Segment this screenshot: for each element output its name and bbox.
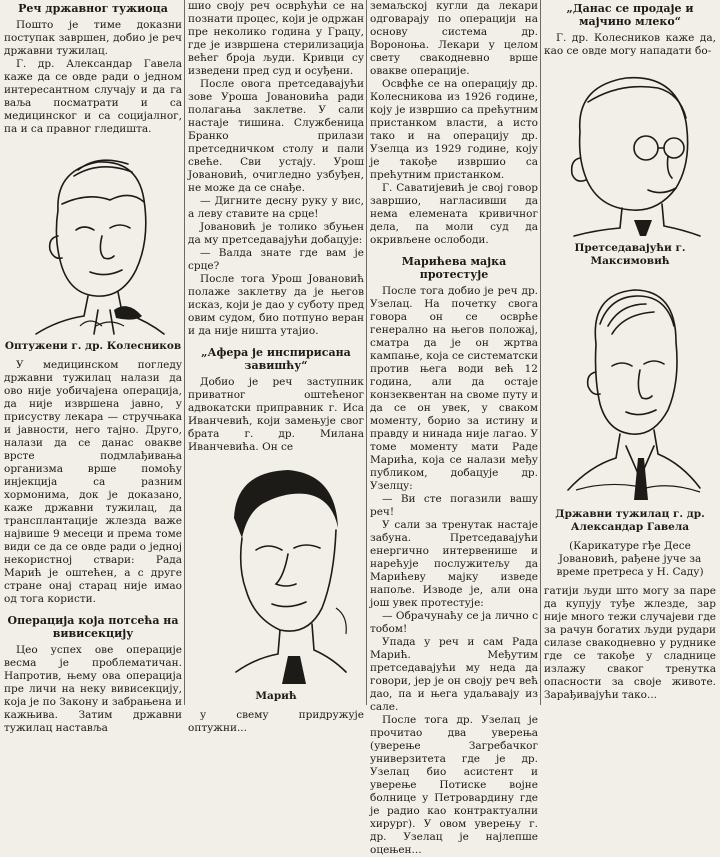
maksimovic-caricature [550,62,710,238]
subheading: Операција која потсећа на вивисекцију [7,614,179,640]
paragraph: Пошто је тиме доказни поступак завршен, добио је реч државни тужилац. [4,19,182,57]
gavela-caricature [550,274,710,504]
caption-kolesnikov: Оптужени г. др. Колесников [4,340,182,352]
paragraph: У сали за тренутак настаје забуна. Претседавајући енергично интервенише и нарећује послужитељу да Марићеву мајку изведе напоље. Изводе је, али она још увек протестује: [370,519,538,609]
paragraph: — Ви сте погазили вашу реч! [370,493,538,518]
maric-caricature [196,458,356,686]
column-1 [4,0,182,734]
paragraph: После тога др. Узелац је прочитао два уверења (уверење Загребачког универзитета где је др. Узелац био асистент и уверење Потиске војне болнице у Петровардину где је радио као контрактуални хирург). У овом уверењу г. др. Узелац је најлепше оцењен... [370,714,538,856]
column-2 [188,0,364,734]
paragraph: Упада у реч и сам Рада Марић. Међутим претседавајући му неда да говори, јер је он своју реч већ дао, па и њега удаљавају из сале. [370,636,538,713]
paragraph: Цео успех ове операције весма је проблематичан. Напротив, њему ова операција пре личи на неку вивисекцију, која је по Закону и забрањена и кажњива. Затим државни тужилац наставља [4,644,182,734]
caption-maksimovic: Претседавајући г. Максимовић [574,242,686,267]
column-rule [366,0,367,705]
paragraph: После тога Урош Јовановић полаже заклетву да је његов исказ, који је дао у суботу пред овим судом, био потпуно веран и да није ништа утајио. [188,273,364,337]
paragraph: — Дигните десну руку у вис, а леву ставите на срце! [188,195,364,220]
column-4 [544,0,716,705]
paragraph: После тога добио је реч др. Узелац. На почетку свога говора он се осврће генерално на његов положај, сматра да је он жртва кампање, која се систематски против њега води већ 12 година, али да остаје конзеквентан на своме путу и да се он увек, у сваком моменту, борио за истину и правду и нинада није лагао. У томе моменту мати Раде Марића, која се налази међу публиком, добацује др. Узелцу: [370,285,538,492]
paragraph: Јовановић је толико збуњен да му претседавајући добацује: [188,221,364,246]
paragraph: Г. Саватијевић је свој говор завршио, нагласивши да нема елемената кривичног дела, па моли суд да окривљене ослободи. [370,182,538,246]
paragraph: После овога претседавајући зове Уроша Јовановића ради полагања заклетве. У сали настаје тишина. Службеница Бранко прилази претседничком столу и пали свеће. Сви устају. Урош Јовановић, очигледно узбуђен, не може да се снађе. [188,78,364,194]
paragraph: У медицинском погледу државни тужилац налази да ово није уобичајена операција, да није извршена јавно, у присуству лекара — стручњака и јавности, него тајно. Другo, налази да се данас овакве врсте подмлађивања организма врше помоћу инјекција са разним хормонима, док је доказано, каже државни тужилац, да трансплантације жлезда важе највише 9 месеци и према томе види се да се овде ради о једној некористној ствари: Рада Марић је оштећен, а с друге стране онај старац није имао од тога користи. [4,359,182,605]
paragraph: Г. др. Александар Гавела каже да се овде ради о једном интересантном случају и да га ваља посматрати и са медицинског и са социјалног, па и са правног гледишта. [4,58,182,135]
paragraph: Г. др. Колесников каже да, као се овде могу нападати бо- [544,32,716,57]
caption-gavela: Државни тужилац г. др. Александар Гавела [555,508,705,533]
paragraph: Добио је реч заступник приватног оштећеног адвокатски приправник г. Иса Иванчевић, који замењује свог брата г. др. Милана Иванчевића. Он се [188,376,364,453]
paragraph: у свему придружује оптужни... [188,709,364,734]
section-header: „Данас се продаје и мајчино млеко“ [566,2,694,28]
paragraph: гатији људи што могу за паре да купују туђе жлезде, зар није много тежи случајеви где за рачун богатих људи рудари силазе свакодневно у руднике где се такође у сладнице излажу сваког тренутка опасности за своје животе. Зарађивајући тако... [544,585,716,701]
column-rule [184,0,185,705]
paragraph: земаљској кугли да лекари одговарају по операцији на основу система др. Вороноња. Лекари у целом свету свакодневно врше овакве операције. [370,0,538,77]
subheading: Марићева мајка протестује [401,255,507,281]
caption-maric: Марић [255,690,297,702]
kolesnikov-caricature [18,140,168,336]
column-rule [540,0,541,705]
paragraph: Освфће се на операцију др. Колесникова из 1926 године, коју је извршио са прећутним пристанком власти, а исто тако и на операцију др. Узелца из 1929 године, коју је такође извршио са прећутним пристанком. [370,78,538,181]
subheading: „Афера је инспирисана завишћу“ [201,346,351,372]
section-header: Реч државног тужиоца [18,2,168,15]
column-3 [370,0,538,856]
paragraph: — Обрачунаћу се ја лично с тобом! [370,610,538,635]
illustration-credit: (Карикатуре гђе Десе Јовановић, рађене јуче за време претреса у Н. Саду) [556,540,704,578]
paragraph: шио своју реч осврћући се на познати процес, који је одржан пре неколико година у Грацу, где је извршена стерилизација већег броја људи. Кривци су изведени пред суд и осуђени. [188,0,364,77]
paragraph: — Валда знате где вам је срце? [188,247,364,272]
